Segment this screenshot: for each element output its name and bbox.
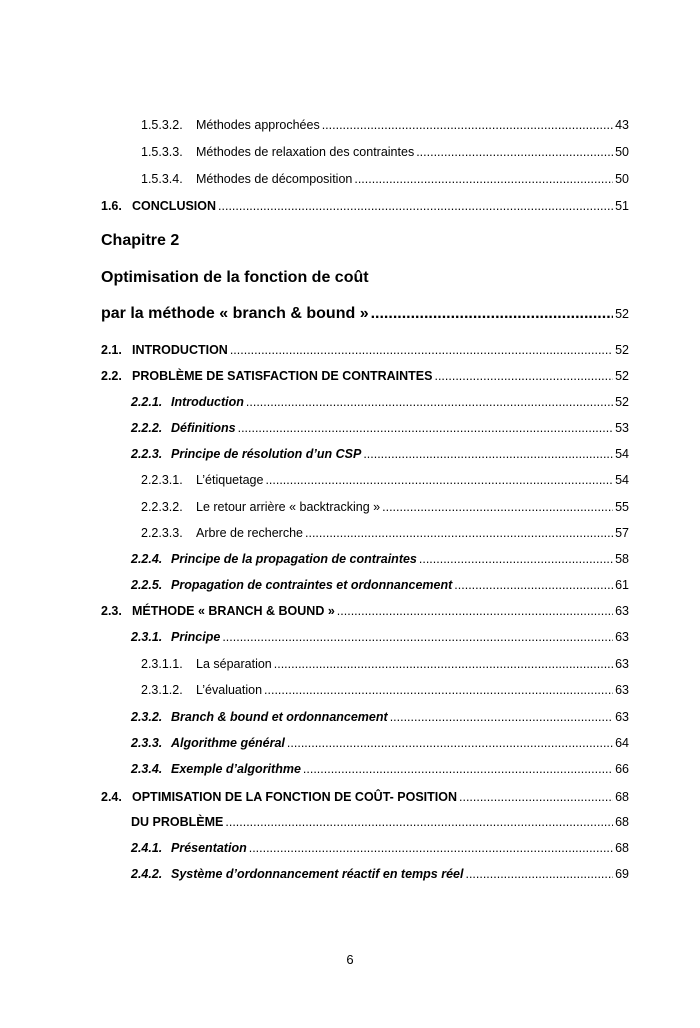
toc-title: Méthodes approchées (196, 118, 320, 132)
toc-number: 2.2.4. (131, 552, 163, 566)
toc-entry[interactable] (131, 395, 629, 409)
toc-number: 2.2.3.1. (141, 473, 183, 487)
toc-leader (337, 604, 613, 618)
toc-number: 2.4. (101, 790, 122, 804)
toc-page: 55 (615, 500, 629, 514)
toc-page: 52 (615, 369, 629, 383)
toc-entry[interactable] (131, 736, 629, 750)
toc-title: CONCLUSION (132, 199, 217, 213)
toc-leader (274, 657, 613, 671)
toc-page: 52 (615, 343, 629, 357)
toc-title: Branch & bound et ordonnancement (171, 710, 388, 724)
toc-number: 2.3.1.2. (141, 683, 183, 697)
toc-number: 2.3. (101, 604, 122, 618)
toc-title: Principe de la propagation de contraintes (171, 552, 417, 566)
toc-page: 50 (615, 172, 629, 186)
toc-title: La séparation (196, 657, 272, 671)
toc-entry[interactable] (141, 683, 629, 697)
toc-leader (225, 815, 613, 829)
toc-number: 1.5.3.3. (141, 145, 183, 159)
toc-title: L’évaluation (196, 683, 263, 697)
toc-leader (246, 395, 613, 409)
toc-entry[interactable] (101, 343, 629, 357)
toc-page: 63 (615, 710, 629, 724)
toc-page: 53 (615, 421, 629, 435)
toc-entry[interactable] (141, 526, 629, 540)
toc-number: 2.2.3. (131, 447, 163, 461)
toc-page: 54 (615, 473, 629, 487)
toc-entry[interactable] (101, 369, 629, 383)
toc-leader (416, 145, 613, 159)
toc-number: 2.2.1. (131, 395, 163, 409)
toc-number: 2.3.1.1. (141, 657, 183, 671)
toc-title: Présentation (171, 841, 247, 855)
toc-title: PROBLÈME DE SATISFACTION DE CONTRAINTES (132, 369, 433, 383)
toc-title: Algorithme général (171, 736, 285, 750)
toc-page: 57 (615, 526, 629, 540)
toc-title: Système d’ordonnancement réactif en temps réel (171, 867, 464, 881)
toc-entry[interactable] (101, 604, 629, 618)
chapter-label: Chapitre 2 (101, 232, 180, 249)
toc-title: par la méthode « branch & bound » (101, 305, 369, 322)
toc-number: 2.2.5. (131, 578, 163, 592)
toc-number: 2.2.3.2. (141, 500, 183, 514)
toc-title: L’étiquetage (196, 473, 264, 487)
toc-title: INTRODUCTION (132, 343, 228, 357)
toc-leader (382, 500, 613, 514)
toc-page: 50 (615, 145, 629, 159)
toc-page: 58 (615, 552, 629, 566)
toc-entry-conclusion[interactable] (101, 199, 629, 213)
toc-leader (222, 630, 613, 644)
toc-page: 52 (615, 307, 629, 321)
toc-number: 2.3.2. (131, 710, 163, 724)
toc-page: 51 (615, 199, 629, 213)
toc-page: 69 (615, 867, 629, 881)
toc-page: 64 (615, 736, 629, 750)
toc-title: MÉTHODE « BRANCH & BOUND » (132, 604, 335, 618)
toc-title: Définitions (171, 421, 236, 435)
toc-leader (287, 736, 613, 750)
toc-entry[interactable] (131, 552, 629, 566)
toc-page: 61 (615, 578, 629, 592)
toc-entry[interactable] (131, 841, 629, 855)
toc-leader (459, 790, 613, 804)
toc-page: 43 (615, 118, 629, 132)
toc-page: 54 (615, 447, 629, 461)
chapter-title-line1: Optimisation de la fonction de coût (101, 269, 369, 286)
toc-leader (218, 199, 613, 213)
toc-entry-continuation[interactable] (131, 815, 629, 829)
toc-leader (434, 369, 613, 383)
toc-title: Arbre de recherche (196, 526, 304, 540)
toc-number: 2.3.3. (131, 736, 163, 750)
toc-page: 63 (615, 630, 629, 644)
toc-number: 2.4.2. (131, 867, 163, 881)
toc-leader (249, 841, 613, 855)
toc-leader (264, 683, 613, 697)
toc-leader (465, 867, 613, 881)
toc-leader (305, 526, 613, 540)
toc-entry[interactable] (141, 145, 629, 159)
toc-number: 2.2.2. (131, 421, 163, 435)
toc-entry[interactable] (131, 867, 629, 881)
toc-number: 1.6. (101, 199, 122, 213)
toc-entry[interactable] (131, 630, 629, 644)
toc-leader (238, 421, 614, 435)
toc-number: 2.3.1. (131, 630, 163, 644)
toc-title: OPTIMISATION DE LA FONCTION DE COÛT- POSITION (132, 790, 457, 804)
toc-number: 2.1. (101, 343, 122, 357)
toc-title: Le retour arrière « backtracking » (196, 500, 381, 514)
toc-leader (419, 552, 613, 566)
toc-title: Principe (171, 630, 221, 644)
toc-page: 63 (615, 657, 629, 671)
toc-leader (303, 762, 613, 776)
toc-page: 68 (615, 815, 629, 829)
toc-title: Méthodes de décomposition (196, 172, 353, 186)
page-number: 6 (346, 952, 354, 967)
toc-number: 2.4.1. (131, 841, 163, 855)
toc-title: Exemple d’algorithme (171, 762, 301, 776)
toc-page: 52 (615, 395, 629, 409)
toc-leader (230, 343, 613, 357)
toc-title: Propagation de contraintes et ordonnancement (171, 578, 453, 592)
toc-number: 2.2. (101, 369, 122, 383)
toc-leader (371, 305, 614, 323)
toc-entry[interactable] (141, 118, 629, 132)
toc-leader (454, 578, 613, 592)
toc-number: 2.2.3.3. (141, 526, 183, 540)
toc-page: 68 (615, 841, 629, 855)
toc-entry[interactable] (141, 473, 629, 487)
toc-page: 63 (615, 683, 629, 697)
toc-number: 2.3.4. (131, 762, 163, 776)
toc-entry[interactable] (101, 790, 629, 804)
toc-page: 68 (615, 790, 629, 804)
toc-entry[interactable] (141, 657, 629, 671)
toc-number: 1.5.3.4. (141, 172, 183, 186)
toc-entry[interactable] (131, 578, 629, 592)
toc-entry[interactable] (131, 421, 629, 435)
toc-entry[interactable] (141, 172, 629, 186)
toc-page: 66 (615, 762, 629, 776)
chapter-title-line2[interactable] (101, 305, 629, 323)
toc-title: Méthodes de relaxation des contraintes (196, 145, 415, 159)
toc-title: Introduction (171, 395, 244, 409)
toc-entry[interactable] (131, 710, 629, 724)
toc-number: 1.5.3.2. (141, 118, 183, 132)
toc-title: DU PROBLÈME (131, 815, 224, 829)
toc-leader (265, 473, 613, 487)
toc-leader (322, 118, 613, 132)
toc-page: 63 (615, 604, 629, 618)
toc-leader (354, 172, 613, 186)
toc-title: Principe de résolution d’un CSP (171, 447, 362, 461)
toc-entry[interactable] (131, 447, 629, 461)
toc-entry[interactable] (131, 762, 629, 776)
toc-leader (390, 710, 613, 724)
toc-entry[interactable] (141, 500, 629, 514)
toc-leader (363, 447, 613, 461)
